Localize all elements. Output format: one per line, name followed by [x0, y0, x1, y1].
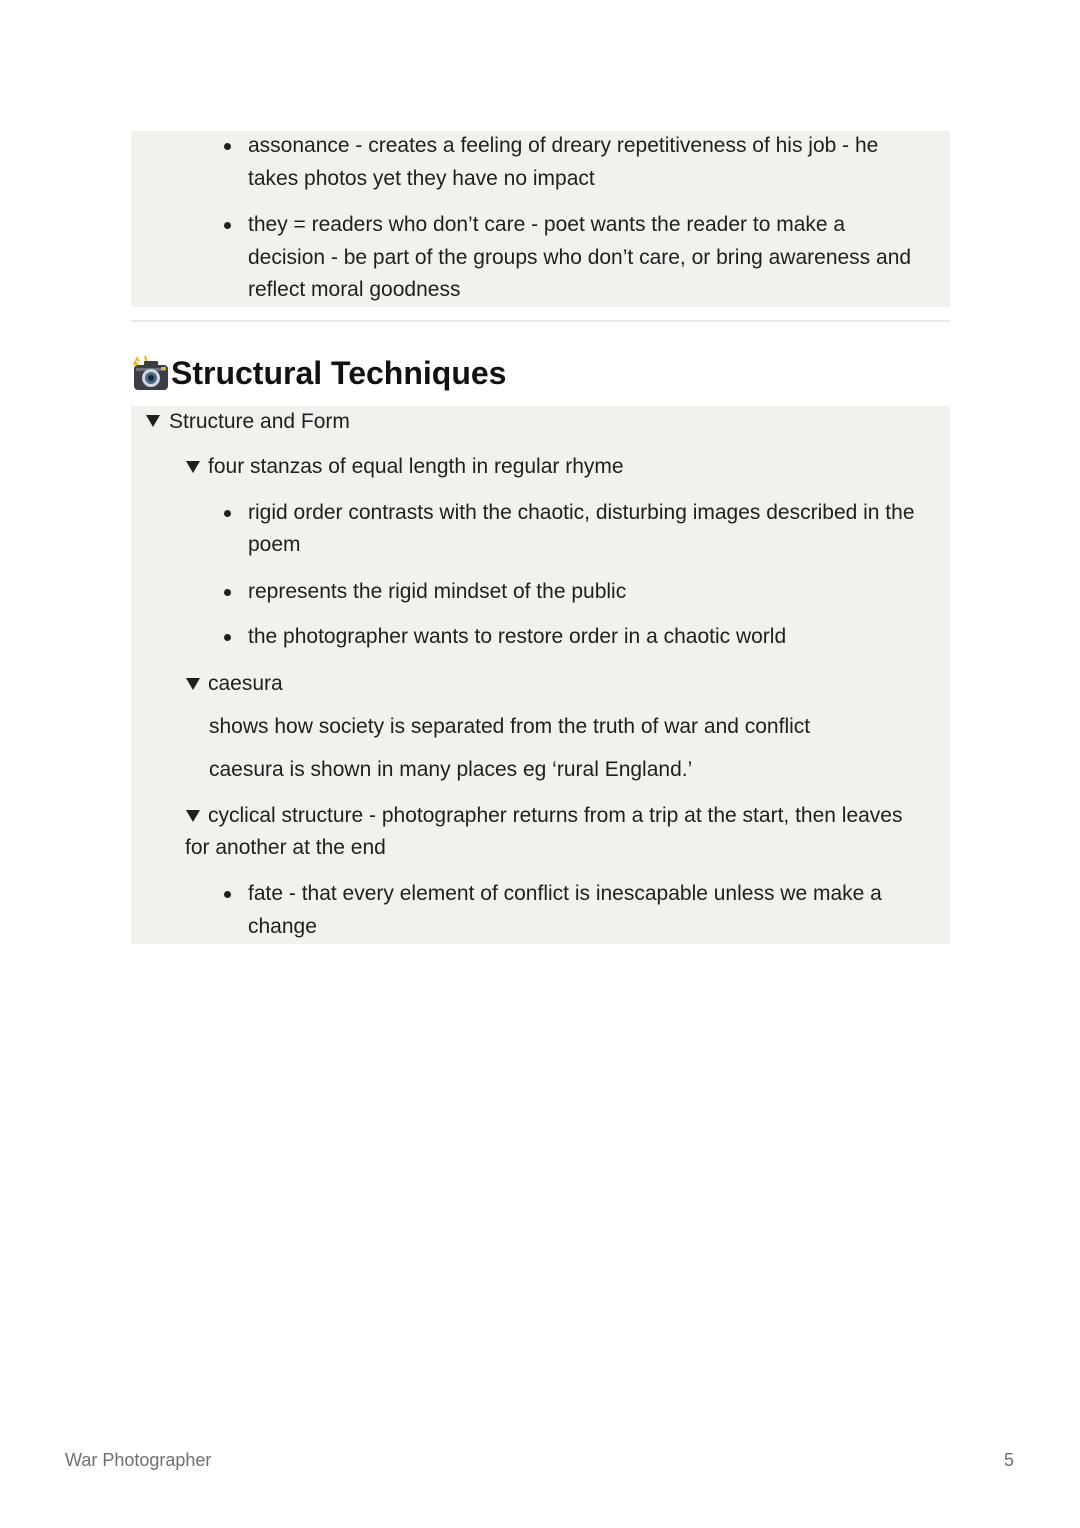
- toggle-stanzas[interactable]: four stanzas of equal length in regular rhyme: [208, 455, 624, 478]
- footer-page-number: 5: [1004, 1450, 1015, 1470]
- bullet-icon: [224, 891, 231, 898]
- paragraph-text: shows how society is separated from the truth of war and conflict: [209, 715, 811, 738]
- camera-flash-icon: [131, 354, 171, 392]
- toggle-cyclical-continued[interactable]: for another at the end: [185, 836, 386, 859]
- bullet-text: reflect moral goodness: [248, 278, 461, 301]
- toggle-triangle-icon[interactable]: [186, 810, 200, 822]
- bullet-icon: [224, 510, 231, 517]
- bullet-text: poem: [248, 533, 301, 556]
- bullet-text: represents the rigid mindset of the public: [248, 580, 627, 603]
- bullet-text: rigid order contrasts with the chaotic, disturbing images described in the: [248, 501, 915, 524]
- toggle-triangle-icon[interactable]: [146, 415, 160, 427]
- toggle-triangle-icon[interactable]: [186, 678, 200, 690]
- toggle-structure-and-form[interactable]: Structure and Form: [169, 410, 350, 433]
- toggle-cyclical[interactable]: cyclical structure - photographer returns from a trip at the start, then leaves: [208, 804, 903, 827]
- bullet-text: decision - be part of the groups who don’t care, or bring awareness and: [248, 246, 912, 269]
- bullet-text: change: [248, 915, 317, 938]
- bullet-icon: [224, 634, 231, 641]
- section-divider: [131, 320, 950, 322]
- bullet-text: fate - that every element of conflict is inescapable unless we make a: [248, 882, 882, 905]
- bullet-icon: [224, 589, 231, 596]
- bullet-text: they = readers who don’t care - poet wants the reader to make a: [248, 213, 846, 236]
- bullet-icon: [224, 143, 231, 150]
- section-heading: Structural Techniques: [171, 355, 507, 391]
- footer-document-title: War Photographer: [65, 1450, 212, 1470]
- bullet-text: the photographer wants to restore order in a chaotic world: [248, 625, 787, 648]
- paragraph-text: caesura is shown in many places eg ‘rural England.’: [209, 758, 693, 781]
- bullet-icon: [224, 222, 231, 229]
- bullet-text: takes photos yet they have no impact: [248, 167, 595, 190]
- toggle-triangle-icon[interactable]: [186, 461, 200, 473]
- toggle-caesura[interactable]: caesura: [208, 672, 283, 695]
- bullet-text: assonance - creates a feeling of dreary repetitiveness of his job - he: [248, 134, 879, 157]
